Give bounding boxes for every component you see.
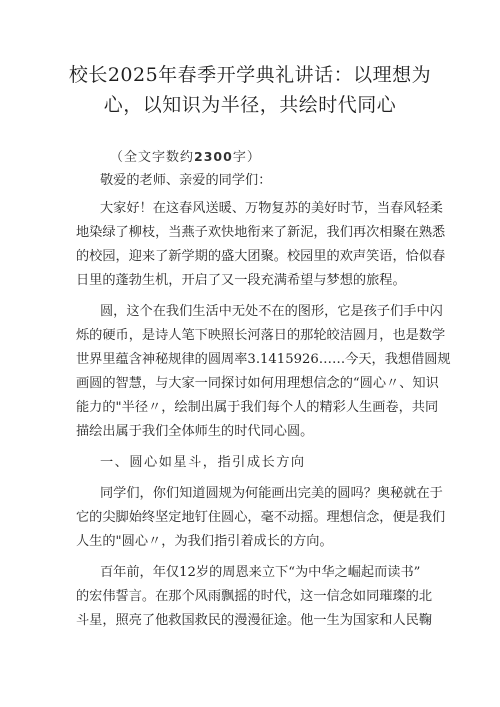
paragraph-line: 百年前，年仅12岁的周恩来立下“为中华之崛起而读书”	[100, 565, 421, 580]
paragraph-line: 斗星，照亮了他救国救民的漫漫征途。他一生为国家和人民鞠	[76, 613, 433, 628]
paragraph-line: 的校园，迎来了新学期的盛大团聚。校园里的欢声笑语，恰似春	[76, 249, 446, 264]
word-count-prefix: （全文字数约	[110, 150, 195, 165]
word-count-number: 2300	[194, 149, 233, 164]
paragraph-line: 的宏伟誓言。在那个风雨飘摇的时代，这一信念如同璀璨的北	[76, 589, 433, 604]
paragraph-line: 描绘出属于我们全体师生的时代同心圆。	[76, 424, 314, 439]
section-heading: 一、圆心如星斗，指引成长方向	[100, 455, 306, 470]
paragraph-line: 人生的"圆心〃，为我们指引着成长的方向。	[76, 534, 333, 549]
paragraph-line: 烁的硬币，是诗人笔下映照长河落日的那轮皎洁圆月，也是数学	[76, 328, 446, 343]
speech-title-line-1: 校长2025年春季开学典礼讲话：以理想为	[68, 64, 432, 86]
speech-title-line-2: 心，以知识为半径，共绘时代同心	[103, 94, 397, 116]
paragraph-line: 日里的蓬勃生机，开启了又一段充满希望与梦想的旅程。	[76, 273, 406, 288]
paragraph-line: 世界里蕴含神秘规律的圆周率3.1415926……今天，我想借圆规	[76, 352, 451, 367]
paragraph-line: 它的尖脚始终坚定地钉住圆心，毫不动摇。理想信念，便是我们	[76, 510, 446, 525]
paragraph-line: 能力的"半径〃，绘制出属于我们每个人的精彩人生画卷，共同	[76, 400, 439, 415]
word-count-suffix: 字）	[232, 150, 261, 165]
paragraph-line: 同学们，你们知道圆规为何能画出完美的圆吗？奥秘就在于	[100, 486, 443, 501]
paragraph-line: 圆，这个在我们生活中无处不在的图形，它是孩子们手中闪	[100, 304, 443, 319]
paragraph-line: 画圆的智慧，与大家一同探讨如何用理想信念的“圆心〃、知识	[76, 376, 439, 391]
paragraph-line: 地染绿了柳枝，当燕子欢快地衔来了新泥，我们再次相聚在熟悉	[76, 225, 446, 240]
word-count-note	[110, 146, 261, 165]
paragraph-line: 大家好！在这春风送暖、万物复苏的美好时节，当春风轻柔	[100, 201, 443, 216]
salutation: 敬爱的老师、亲爱的同学们：	[100, 173, 272, 188]
